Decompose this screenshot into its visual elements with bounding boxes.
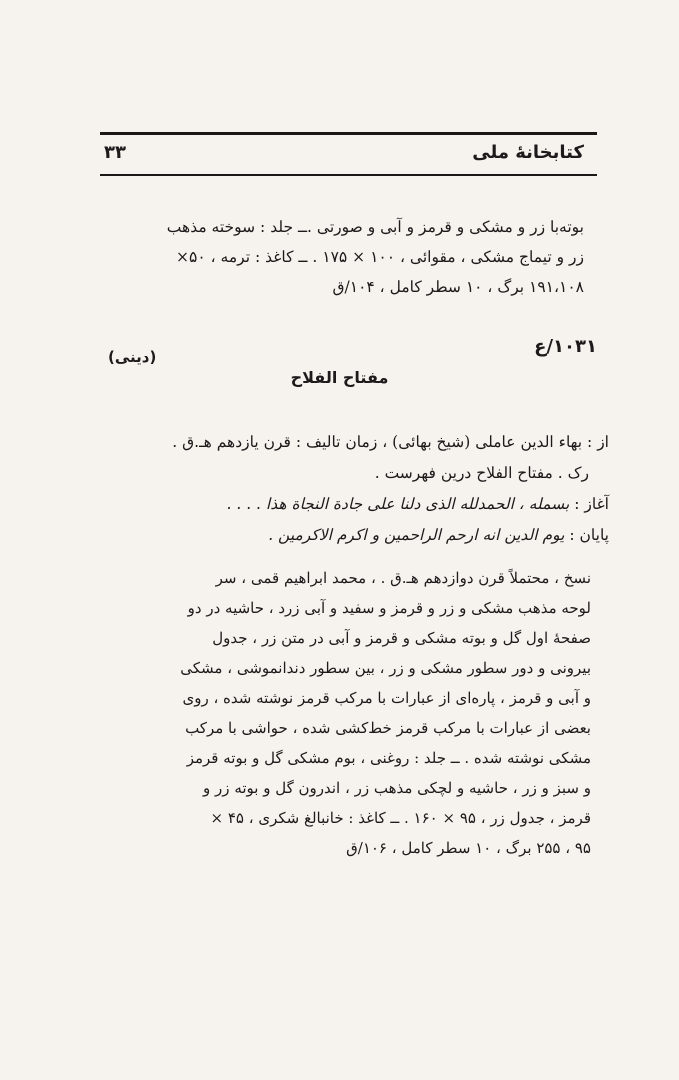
description-line: قرمز ، جدول زر ، ۹۵ × ۱۶۰ . ــ کاغذ : خانبالغ شکری ، ۴۵ × xyxy=(210,809,591,827)
entry-title: مفتاح الفلاح xyxy=(290,368,389,387)
description-line: بعضی از عبارات با مرکب قرمز خط‌کشی شده ، حواشی با مرکب xyxy=(185,719,591,737)
description-line: و آبی و قرمز ، پاره‌ای از عبارات با مرکب قرمز نوشته شده ، روی xyxy=(182,689,591,707)
page-number: ۳۳ xyxy=(104,142,126,163)
description-line: و سبز و زر ، حاشیه و لچکی مذهب زر ، اندرون گل و بوته زر و xyxy=(203,779,591,797)
description-line: مشکی نوشته شده . ــ جلد : روغنی ، بوم مشکی گل و بوته قرمز xyxy=(186,749,591,767)
text-line: ۱۹۱،۱۰۸ برگ ، ۱۰ سطر کامل ، ۱۰۴/ق xyxy=(332,278,584,296)
previous-entry-continuation xyxy=(104,212,584,302)
description-line: ۹۵ ، ۲۵۵ برگ ، ۱۰ سطر کامل ، ۱۰۶/ق xyxy=(346,839,591,857)
description-line: بیرونی و دور سطور مشکی و زر ، بین سطور دندانموشی ، مشکی xyxy=(180,659,591,677)
incipit-text: بسمله ، الحمدلله الذی دلنا علی جادة النجاة هذا . . . . xyxy=(226,495,570,513)
incipit-label: آغاز : xyxy=(574,495,609,513)
manuscript-description xyxy=(91,563,591,863)
header-bottom-rule xyxy=(100,174,597,176)
running-head: کتابخانهٔ ملی xyxy=(472,142,584,163)
explicit-label: پایان : xyxy=(569,526,609,544)
explicit-line xyxy=(84,520,609,551)
entry-details xyxy=(84,427,609,551)
header-top-rule xyxy=(100,132,597,135)
author-line: از : بهاء الدین عاملی (شیخ بهائی) ، زمان تالیف : قرن یازدهم هـ.ق . xyxy=(172,433,609,451)
explicit-text: یوم الدین انه ارحم الراحمین و اکرم الاکرمین . xyxy=(268,526,565,544)
incipit-line xyxy=(84,489,609,520)
description-line: نسخ ، محتملاً قرن دوازدهم هـ.ق . ، محمد ابراهیم قمی ، سر xyxy=(215,569,591,587)
reference-line: رک . مفتاح الفلاح درین فهرست . xyxy=(374,464,589,482)
description-line: صفحهٔ اول گل و بوته مشکی و قرمز و آبی در متن زر ، جدول xyxy=(212,629,591,647)
description-line: لوحه مذهب مشکی و زر و قرمز و سفید و آبی زرد ، حاشیه در دو xyxy=(187,599,591,617)
text-line: بوته‌با زر و مشکی و قرمز و آبی و صورتی .ــ جلد : سوخته مذهب xyxy=(166,218,584,236)
text-line: زر و تیماج مشکی ، مقوائی ، ۱۰۰ × ۱۷۵ . ــ کاغذ : ترمه ، ۵۰× xyxy=(176,248,584,266)
entry-category: (دینی) xyxy=(108,348,157,366)
entry-number: ۱۰۳۱/ع xyxy=(534,336,597,357)
